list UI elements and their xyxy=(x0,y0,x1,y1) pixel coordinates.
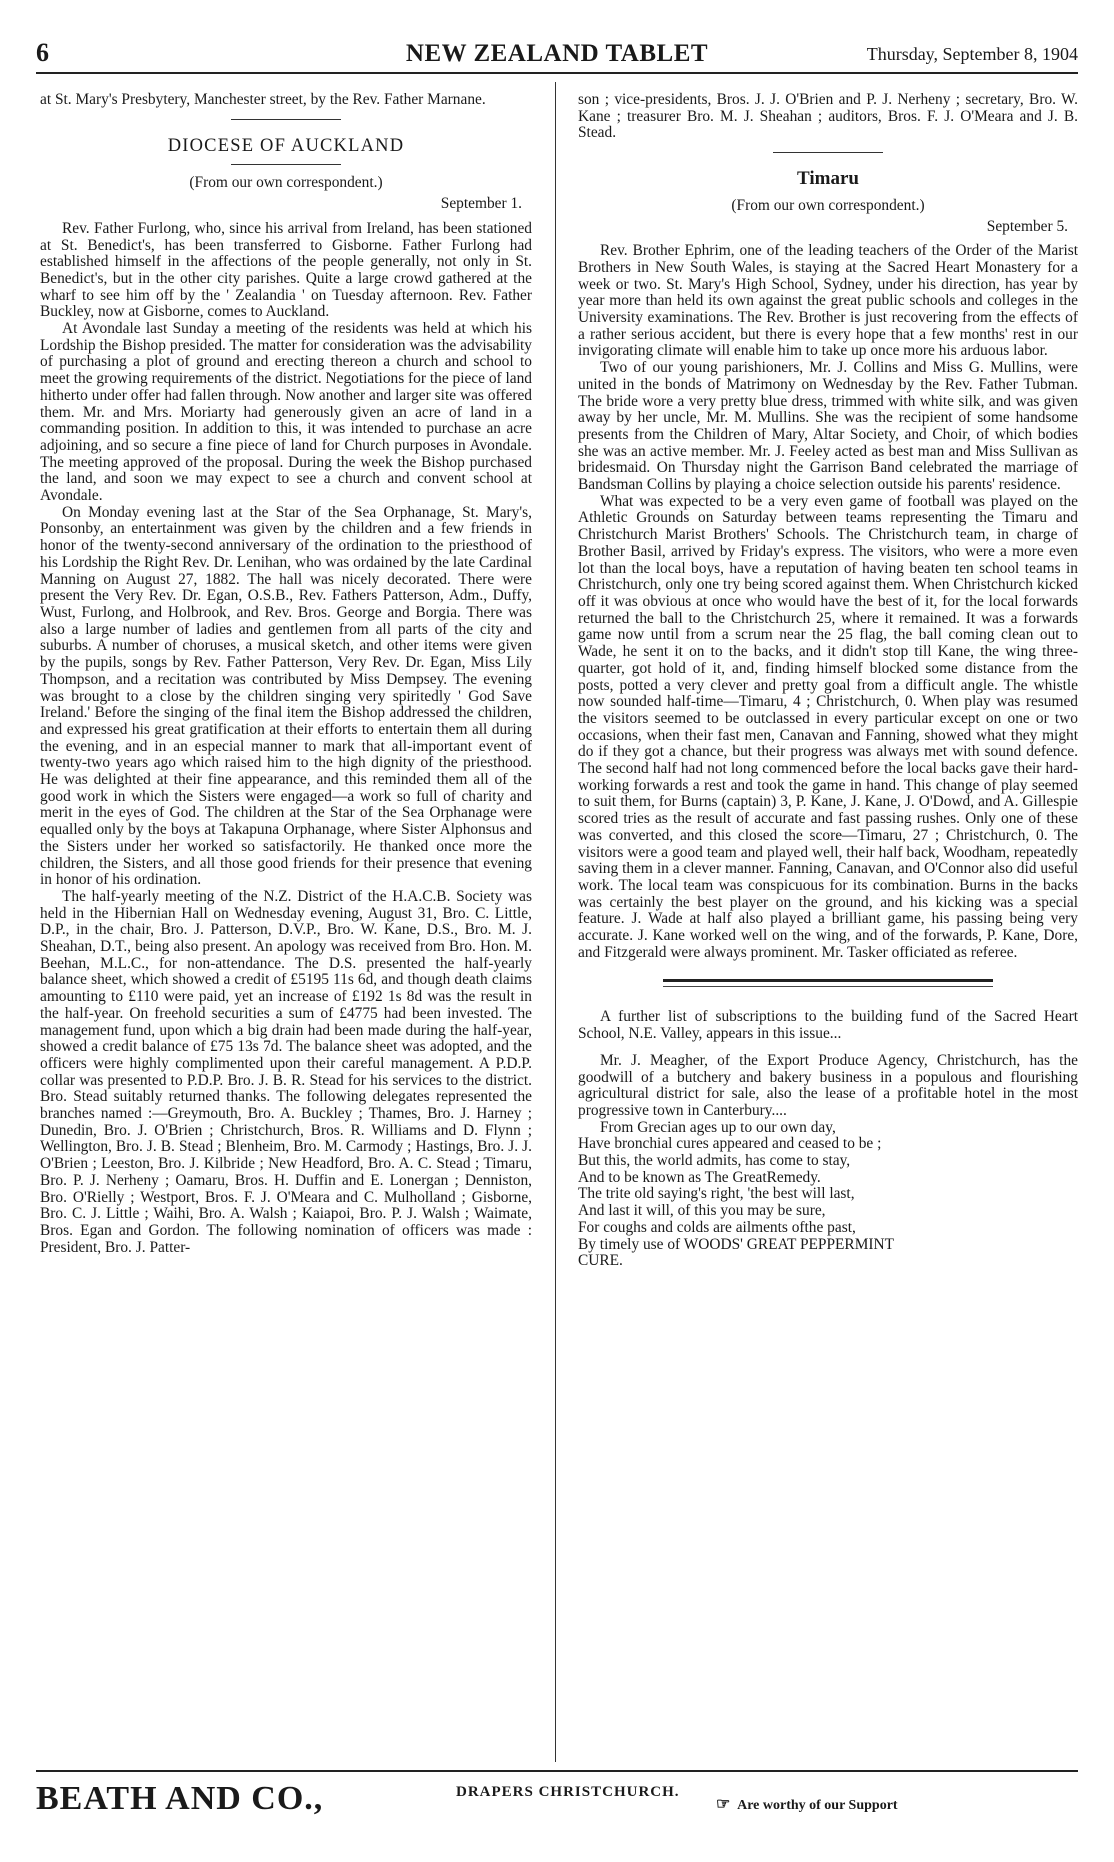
masthead-rule xyxy=(36,72,1078,74)
advert-slogan-wrap xyxy=(716,1794,898,1814)
divider xyxy=(773,152,883,153)
masthead xyxy=(36,38,1078,72)
column-rule xyxy=(555,82,556,1762)
article-paragraph: Two of our young parishioners, Mr. J. Collins and Miss G. Mullins, were united in the bonds of Matrimony on Wednesday by the Rev. Father Tubman. The bride wore a very pretty blue dress, trimmed with white silk, and was given away by her uncle, Mr. M. Mullins. She was the recipient of some handsome presents from the Children of Mary, Altar Society, and Choir, of which bodies she was an active member. Mr. J. Feeley acted as best man and Miss Sullivan as bridesmaid. On Thursday night the Garrison Band celebrated the marriage of Bandsman Collins by playing a choice selection outside his parents' residence. xyxy=(578,359,1078,494)
footer-rule xyxy=(36,1770,1078,1772)
right-column xyxy=(578,92,1078,1744)
business-advertisement: Mr. J. Meagher, of the Export Produce Agency, Christchurch, has the goodwill of a butchery and bakery business in a populous and flourishing agricultural district for sale, also the lease of a profitable hotel in the most progressive town in Canterbury.... xyxy=(578,1051,1078,1119)
dateline: September 1. xyxy=(440,195,522,213)
section-heading-auckland: DIOCESE OF AUCKLAND xyxy=(167,135,405,156)
pointing-hand-icon: ☞ xyxy=(716,1796,731,1813)
article-paragraph: On Monday evening last at the Star of the Sea Orphanage, St. Mary's, Ponsonby, an entertainment was given by the children and a few friends in honor of the twenty-second anniversary of the ordination to the priesthood of his Lordship the Right Rev. Dr. Lenihan, who was ordained by the late Cardinal Manning on August 27, 1882. The hall was nicely decorated. There were present the Very Rev. Dr. Egan, O.S.B., Rev. Fathers Patterson, Adm., Duffy, Wust, Furlong, and Holbrook, and Rev. Bros. George and Borgia. There was also a large number of ladies and gentlemen from all parts of the city and suburbs. A number of choruses, a musical sketch, and other items were given by the pupils, songs by Rev. Father Patterson, Very Rev. Dr. Egan, Miss Lily Thompson, and a recitation was contributed by Miss Dempsey. The evening was brought to a close by the children singing very spiritedly ' God Save Ireland.' Before the singing of the final item the Bishop addressed the children, and expressed his great gratification at their efforts to entertain them all during the evening, and in an especial manner to mark that all-important event of twenty-two years ago which raised him to the high dignity of the priesthood. He was delighted at their fine appearance, and this reminded them all of the good work in which the Sisters were engaged—a work so full of charity and merit in the eyes of God. The children at the Star of the Sea Orphanage were equalled only by the boys at Takapuna Orphanage, where Sister Alphonsus and the Sisters under her worked so satisfactorily. He thanked once more the children, the Sisters, and all those good friends for their presence that evening in honor of his ordination. xyxy=(40,503,532,889)
divider xyxy=(231,119,341,120)
section-divider xyxy=(663,979,993,987)
subscription-notice: A further list of subscriptions to the building fund of the Sacred Heart School, N.E. Valley, appears in this issue... xyxy=(578,1008,1078,1043)
advertiser-name: BEATH AND CO., xyxy=(36,1780,324,1817)
divider xyxy=(231,164,341,165)
left-column xyxy=(40,92,532,1744)
footer-advert xyxy=(36,1780,1078,1830)
article-paragraph: Rev. Brother Ephrim, one of the leading teachers of the Order of the Marist Brothers in New South Wales, is staying at the Sacred Heart Monastery for a week or two. St. Mary's High School, Sydney, under his direction, has year by year more than held its own against the great public schools and colleges in the University examinations. The Rev. Brother is just recovering from the effects of a rather serious accident, but there is every hope that a few months' rest in our invigorating climate will enable him to take up once more his arduous labor. xyxy=(578,242,1078,360)
advert-slogan: Are worthy of our Support xyxy=(737,1798,898,1813)
left-intro: at St. Mary's Presbytery, Manchester street, by the Rev. Father Marnane. xyxy=(40,92,486,108)
remedy-poem: From Grecian ages up to our own day, Have bronchial cures appeared and ceased to be ; But this, the world admits, has come to stay, And to be known as The GreatRemedy. The trite old saying's right, 'the best will last, And last it will, of this you may be sure, For coughs and colds are ailments ofthe past, By timely use of WOODS' GREAT PEPPERMINT CURE. xyxy=(578,1118,895,1270)
page-number: 6 xyxy=(36,38,49,67)
correspondent-line: (From our own correspondent.) xyxy=(189,174,383,192)
article-paragraph: What was expected to be a very even game of football was played on the Athletic Grounds on Saturday between teams representing the Timaru and Christchurch Marist Brothers' Schools. The Christchurch team, in charge of Brother Basil, arrived by Friday's express. The visitors, who were a more even lot than the local boys, have a reputation of having beaten ten school teams in Christchurch, only one try being scored against them. When Christchurch kicked off it was obvious at once who would have the best of it, for the local forwards returned the ball to the Christchurch 25, where it remained. It was a forwards game now until from a scrum near the 25 flag, the ball coming clean out to Wade, he sent it on to the backs, and it didn't stop till Kane, the wing three-quarter, got hold of it, and, finding himself blocked some distance from the posts, potted a very clever and pretty goal from a difficult angle. The whistle now sounded half-time—Timaru, 4 ; Christchurch, 0. When play was resumed the visitors seemed to be outclassed in every particular except on one or two occasions, when their fast men, Canavan and Fanning, showed what they might do if they got a chance, but their progress was always met with sound defence. The second half had not long commenced before the local backs gave their hard-working forwards a rest and took the game in hand. This change of play seemed to suit them, for Burns (captain) 3, P. Kane, J. Kane, J. O'Dowd, and A. Gillespie scored tries as the result of accurate and fast passing rushes. Only one of these was converted, and this closed the score—Timaru, 27 ; Christchurch, 0. The visitors were a good team and played well, their half back, Woodham, repeatedly saving them in a clever manner. Fanning, Canavan, and O'Connor also did useful work. The local team was conspicuous for its combination. Burns in the backs was certainly the best player on the ground, and his kicking was a special feature. J. Wade at half also played a brilliant game, his passing being very accurate. J. Kane worked well on the wing, and of the forwards, P. Kane, Dore, and Fitzgerald were always prominent. Mr. Tasker officiated as referee. xyxy=(578,492,1078,961)
correspondent-line: (From our own correspondent.) xyxy=(731,196,925,214)
newspaper-title: NEW ZEALAND TABLET xyxy=(405,40,709,67)
dateline: September 5. xyxy=(986,217,1068,235)
issue-date: Thursday, September 8, 1904 xyxy=(866,44,1078,64)
right-intro: son ; vice-presidents, Bros. J. J. O'Brien and P. J. Nerheny ; secretary, Bro. W. Kane ; treasurer Bro. M. J. Sheahan ; auditors, Bros. F. J. O'Meara and J. B. Stead. xyxy=(578,92,1078,142)
article-paragraph: At Avondale last Sunday a meeting of the residents was held at which his Lordship the Bishop presided. The matter for consideration was the advisability of purchasing a plot of ground and erecting thereon a church and school to meet the growing requirements of the district. Negotiations for the piece of land hitherto under offer had fallen through. Now another and larger site was offered them. Mr. and Mrs. Moriarty had generously given an acre of land in a commanding position. In addition to this, it was intended to purchase an acre adjoining, and so secure a fine piece of land for Church purposes in Avondale. The meeting approved of the proposal. During the week the Bishop purchased the land, and soon we may expect to see a church and convent school at Avondale. xyxy=(40,320,532,505)
advertiser-trade: DRAPERS CHRISTCHURCH. xyxy=(456,1784,680,1800)
article-paragraph: The half-yearly meeting of the N.Z. District of the H.A.C.B. Society was held in the Hibernian Hall on Wednesday evening, August 31, Bro. C. Little, D.P., in the chair, Bro. J. Patterson, D.V.P., Bro. W. Kane, D.S., Bro. M. J. Sheahan, D.T., being also present. An apology was received from Bro. Hon. M. Beehan, M.L.C., for non-attendance. The D.S. presented the half-yearly balance sheet, which showed a credit of £5195 11s 6d, and though death claims amounting to £110 were paid, yet an increase of £192 1s 8d was the result in the half-year. On freehold securities a sum of £4775 had been invested. The management fund, upon which a big drain had been made during the half-year, showed a credit balance of £75 13s 7d. The balance sheet was adopted, and the officers were highly complimented upon their careful management. A P.D.P. collar was presented to P.D.P. Bro. J. B. R. Stead for his services to the district. Bro. Stead suitably returned thanks. The following delegates represented the branches named :—Greymouth, Bro. A. Buckley ; Thames, Bro. J. Harney ; Dunedin, Bro. J. O'Brien ; Christchurch, Bros. R. Williams and D. Flynn ; Wellington, Bro. J. B. Stead ; Blenheim, Bro. M. Carmody ; Hastings, Bro. J. J. O'Brien ; Leeston, Bro. J. Kilbride ; New Headford, Bro. A. C. Stead ; Timaru, Bro. P. J. Nerheny ; Oamaru, Bros. H. Duffin and E. Lonergan ; Denniston, Bro. O'Rielly ; Westport, Bros. F. J. O'Meara and C. Mulholland ; Gisborne, Bro. C. J. Little ; Waihi, Bro. A. Walsh ; Kaiapoi, Bro. P. J. Walsh ; Waimate, Bros. Egan and Gordon. The following nomination of officers was made : President, Bro. J. Patter- xyxy=(40,887,532,1256)
section-heading-timaru: Timaru xyxy=(797,168,859,190)
article-paragraph: Rev. Father Furlong, who, since his arrival from Ireland, has been stationed at St. Benedict's, has been transferred to Gisborne. Father Furlong had established himself in the affections of the people generally, not only in St. Benedict's, but in the other city parishes. Quite a large crowd gathered at the wharf to see him off by the ' Zealandia ' on Tuesday afternoon. Rev. Father Buckley, now at Gisborne, comes to Auckland. xyxy=(40,219,532,321)
